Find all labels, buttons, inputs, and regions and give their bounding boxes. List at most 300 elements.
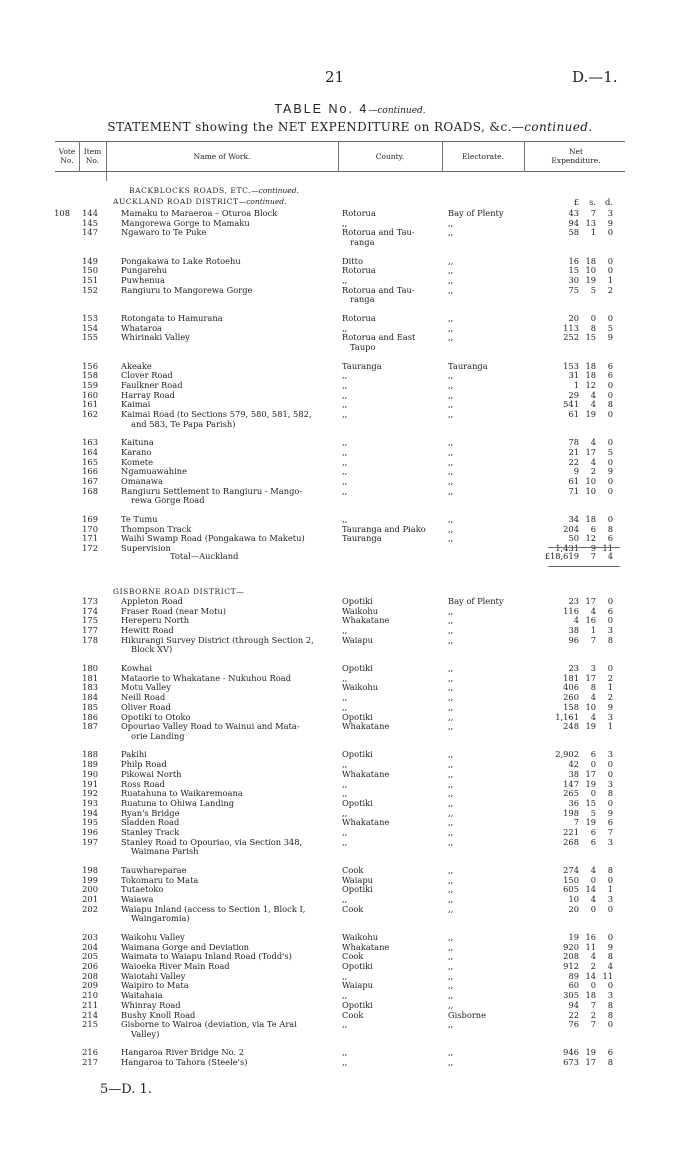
shillings-value: 7 bbox=[590, 1019, 596, 1030]
pence-value: 0 bbox=[607, 409, 613, 419]
shillings-value: 0 bbox=[590, 874, 596, 885]
pounds-value: 1,161 bbox=[555, 711, 579, 722]
pence-value: 0 bbox=[607, 379, 613, 390]
electorate-name: ,, bbox=[448, 768, 454, 779]
item-number: 155 bbox=[82, 332, 98, 343]
shillings-value: 4 bbox=[590, 711, 596, 722]
county-name: ,, bbox=[342, 275, 348, 285]
work-name: Akeake bbox=[121, 360, 152, 371]
pence-value: 6 bbox=[607, 817, 613, 828]
item-number: 217 bbox=[82, 1057, 98, 1068]
shillings-value: 6 bbox=[590, 523, 596, 534]
county-name: ,, bbox=[342, 446, 348, 457]
shillings-value: 16 bbox=[585, 615, 596, 626]
shillings-value: 19 bbox=[585, 817, 596, 828]
pounds-value: 946 bbox=[563, 1047, 579, 1058]
pounds-value: 34 bbox=[568, 513, 579, 524]
work-name: Rangiuru Settlement to Rangiuru - Mango- bbox=[121, 485, 303, 496]
pounds-value: 42 bbox=[568, 759, 579, 770]
total-pounds: £18,619 bbox=[544, 551, 579, 561]
shillings-value: 15 bbox=[585, 332, 596, 343]
county-name: ,, bbox=[342, 379, 348, 390]
work-name: Hewitt Road bbox=[121, 625, 174, 636]
pence-value: 3 bbox=[607, 625, 613, 636]
pounds-value: 198 bbox=[563, 807, 579, 818]
electorate-name: ,, bbox=[448, 778, 454, 789]
county-name: Cook bbox=[342, 951, 364, 962]
work-name: Pikowai North bbox=[121, 768, 182, 779]
pence-value: 0 bbox=[607, 476, 613, 486]
county-name: ,, bbox=[342, 625, 348, 636]
work-name: Mamaku to Maraeroa – Oturoa Block bbox=[121, 208, 278, 218]
item-number: 168 bbox=[82, 485, 98, 496]
work-name: Opotiki to Otoko bbox=[121, 711, 191, 722]
electorate-name: ,, bbox=[448, 625, 454, 636]
electorate-name: ,, bbox=[448, 827, 454, 837]
county-name: ,, bbox=[342, 807, 348, 818]
work-name: Omanawa bbox=[121, 476, 163, 486]
work-name: Whataroa bbox=[121, 322, 163, 333]
item-number: 205 bbox=[82, 951, 98, 962]
county-name: Waiapu bbox=[342, 634, 374, 645]
item-number: 202 bbox=[82, 903, 98, 914]
electorate-name: ,, bbox=[448, 379, 454, 390]
pounds-value: 10 bbox=[568, 894, 579, 904]
item-number: 162 bbox=[82, 409, 98, 419]
pence-value: 0 bbox=[607, 931, 613, 942]
pounds-value: 113 bbox=[563, 322, 579, 333]
item-number: 170 bbox=[82, 523, 98, 534]
section-heading-gisborne: GISBORNE ROAD DISTRICT— bbox=[113, 587, 245, 596]
electorate-name: ,, bbox=[448, 1057, 454, 1068]
work-name: Thompson Track bbox=[121, 523, 192, 534]
pounds-value: 21 bbox=[568, 446, 579, 457]
work-name: Opouriao Valley Road to Wainui and Mata- bbox=[121, 721, 300, 732]
shillings-value: 1 bbox=[590, 625, 596, 636]
shillings-value: 0 bbox=[590, 759, 596, 770]
pounds-value: 96 bbox=[568, 634, 579, 645]
pence-value: 8 bbox=[607, 999, 613, 1010]
county-name: Rotorua bbox=[342, 208, 376, 218]
pounds-value: 61 bbox=[568, 409, 579, 419]
shillings-value: 19 bbox=[585, 1047, 596, 1058]
electorate-name: ,, bbox=[448, 759, 454, 770]
item-number: 178 bbox=[82, 634, 98, 645]
pounds-value: 23 bbox=[568, 663, 579, 673]
work-name: Pakihi bbox=[121, 749, 147, 760]
pence-value: 0 bbox=[607, 485, 613, 496]
item-number: 153 bbox=[82, 312, 98, 323]
item-number: 160 bbox=[82, 389, 98, 400]
shillings-value: 0 bbox=[590, 980, 596, 991]
work-name-continued: orie Landing bbox=[131, 730, 185, 741]
electorate-name: ,, bbox=[448, 1019, 454, 1030]
item-number: 166 bbox=[82, 466, 98, 477]
county-name: Opotiki bbox=[342, 999, 373, 1010]
pounds-value: 153 bbox=[563, 360, 579, 371]
work-name: Pungarehu bbox=[121, 265, 168, 276]
work-name: Waioeka River Main Road bbox=[121, 961, 230, 971]
work-name: Rangiuru to Mangorewa Gorge bbox=[121, 284, 253, 295]
pence-value: 1 bbox=[607, 275, 613, 285]
shillings-value: 17 bbox=[585, 1057, 596, 1068]
item-number: 184 bbox=[82, 692, 98, 703]
pounds-value: 912 bbox=[563, 961, 579, 971]
item-number: 185 bbox=[82, 701, 98, 712]
electorate-name: Tauranga bbox=[448, 360, 488, 371]
electorate-name: ,, bbox=[448, 874, 454, 885]
work-name: Puwhenua bbox=[121, 275, 165, 285]
electorate-name: ,, bbox=[448, 884, 454, 895]
county-name: Rotorua bbox=[342, 265, 376, 276]
item-number: 163 bbox=[82, 437, 98, 448]
shillings-value: 0 bbox=[590, 788, 596, 799]
section-heading-backblocks: BACKBLOCKS ROADS, ETC.—continued. bbox=[129, 186, 299, 195]
county-name: Cook bbox=[342, 864, 364, 875]
work-name-continued: Waimana Parish bbox=[131, 846, 199, 857]
work-name: Stanley Road to Opouriao, via Section 348, bbox=[121, 836, 303, 847]
pounds-value: 50 bbox=[568, 533, 579, 544]
electorate-name: ,, bbox=[448, 312, 454, 323]
electorate-name: ,, bbox=[448, 663, 454, 673]
pence-value: 0 bbox=[607, 615, 613, 626]
county-name: Rotorua and Tau- bbox=[342, 284, 415, 295]
county-name: Whakatane bbox=[342, 721, 390, 732]
pounds-value: 274 bbox=[563, 864, 579, 875]
col-header-expenditure: Net Expenditure. bbox=[551, 147, 601, 165]
county-name: Opotiki bbox=[342, 749, 373, 760]
pounds-value: 20 bbox=[568, 903, 579, 914]
work-name: Hikurangi Survey District (through Section 2, bbox=[121, 634, 314, 645]
pounds-value: 1 bbox=[573, 379, 579, 390]
pounds-symbol: £ bbox=[573, 197, 579, 207]
col-header-item: Item No. bbox=[83, 147, 102, 165]
work-name: Hangaroa to Tahora (Steele's) bbox=[121, 1057, 248, 1068]
electorate-name: ,, bbox=[448, 864, 454, 875]
county-name: Opotiki bbox=[342, 961, 373, 971]
pence-value: 9 bbox=[607, 701, 613, 712]
electorate-name: ,, bbox=[448, 605, 454, 616]
shillings-value: 18 bbox=[585, 990, 596, 1001]
item-number: 149 bbox=[82, 255, 98, 266]
county-name: Cook bbox=[342, 1009, 364, 1020]
electorate-name: ,, bbox=[448, 701, 454, 712]
electorate-name: ,, bbox=[448, 903, 454, 914]
shillings-value: 11 bbox=[585, 941, 596, 952]
electorate-name: ,, bbox=[448, 265, 454, 276]
pence-value: 8 bbox=[607, 864, 613, 875]
pounds-value: 61 bbox=[568, 476, 579, 486]
county-name: ,, bbox=[342, 672, 348, 683]
shillings-value: 19 bbox=[585, 778, 596, 789]
pence-value: 6 bbox=[607, 360, 613, 371]
shillings-value: 12 bbox=[585, 533, 596, 544]
pence-value: 0 bbox=[607, 312, 613, 323]
item-number: 191 bbox=[82, 778, 98, 789]
work-name: Mataorie to Whakatane - Nukuhou Road bbox=[121, 672, 292, 683]
shillings-value: 12 bbox=[585, 379, 596, 390]
total-rule-top bbox=[548, 547, 620, 548]
shillings-value: 10 bbox=[585, 265, 596, 276]
item-number: 195 bbox=[82, 817, 98, 828]
pounds-value: 94 bbox=[568, 999, 579, 1010]
work-name: Clover Road bbox=[121, 370, 173, 381]
table-row bbox=[0, 836, 700, 857]
pounds-value: 30 bbox=[568, 275, 579, 285]
statement-text: STATEMENT showing the NET EXPENDITURE on ROADS, &c. bbox=[107, 120, 512, 134]
work-name: Waiapu Inland (access to Section 1, Block I, bbox=[121, 903, 306, 914]
work-name: Ngawaro to Te Puke bbox=[121, 227, 207, 238]
county-name: ,, bbox=[342, 990, 348, 1001]
pounds-value: 158 bbox=[563, 701, 579, 712]
shillings-value: 4 bbox=[590, 864, 596, 875]
shillings-value: 19 bbox=[585, 275, 596, 285]
pounds-value: 541 bbox=[563, 399, 579, 410]
item-number: 203 bbox=[82, 931, 98, 942]
work-name: Kowhai bbox=[121, 663, 153, 673]
work-name: Stanley Track bbox=[121, 827, 180, 837]
item-number: 174 bbox=[82, 605, 98, 616]
col-header-vote: Vote No. bbox=[58, 147, 76, 165]
item-number: 147 bbox=[82, 227, 98, 238]
work-name: Tokomaru to Mata bbox=[121, 874, 199, 885]
county-name: Waikohu bbox=[342, 605, 379, 616]
item-number: 188 bbox=[82, 749, 98, 760]
pounds-value: 75 bbox=[568, 284, 579, 295]
work-name: Kaimai bbox=[121, 399, 151, 410]
work-name: Waimana Gorge and Deviation bbox=[121, 941, 250, 952]
work-name: Appleton Road bbox=[121, 596, 183, 606]
electorate-name: ,, bbox=[448, 389, 454, 400]
shillings-value: 18 bbox=[585, 255, 596, 266]
pence-value: 6 bbox=[607, 1047, 613, 1058]
pounds-value: 208 bbox=[563, 951, 579, 962]
county-name: ,, bbox=[342, 217, 348, 228]
item-number: 156 bbox=[82, 360, 98, 371]
work-name: Waipiro to Mata bbox=[121, 980, 189, 991]
shillings-value: 2 bbox=[590, 466, 596, 477]
electorate-name: ,, bbox=[448, 217, 454, 228]
shillings-value: 4 bbox=[590, 399, 596, 410]
work-name: Whirinaki Valley bbox=[121, 332, 190, 343]
county-name: ,, bbox=[342, 399, 348, 410]
pence-value: 9 bbox=[607, 332, 613, 343]
item-number: 183 bbox=[82, 682, 98, 693]
county-name: ,, bbox=[342, 322, 348, 333]
pence-value: 3 bbox=[607, 778, 613, 789]
table-number: TABLE No. 4 bbox=[274, 102, 369, 116]
shillings-value: 17 bbox=[585, 446, 596, 457]
work-name: Gisborne to Wairoa (deviation, via Te Arai bbox=[121, 1019, 297, 1030]
item-number: 159 bbox=[82, 379, 98, 390]
electorate-name: ,, bbox=[448, 409, 454, 419]
section-heading-auckland: AUCKLAND ROAD DISTRICT—continued. bbox=[113, 197, 287, 206]
header-bottom-rule bbox=[55, 171, 625, 172]
county-name-continued: ranga bbox=[350, 236, 375, 247]
item-number: 204 bbox=[82, 941, 98, 952]
shillings-value: 4 bbox=[590, 437, 596, 448]
shillings-value: 6 bbox=[590, 749, 596, 760]
statement-title bbox=[0, 120, 700, 134]
work-name: Hereperu North bbox=[121, 615, 190, 626]
work-name: Waikohu Valley bbox=[121, 931, 185, 942]
shillings-value: 4 bbox=[590, 605, 596, 616]
item-number: 193 bbox=[82, 797, 98, 808]
shillings-value: 19 bbox=[585, 409, 596, 419]
pence-value: 0 bbox=[607, 1019, 613, 1030]
total-row-auckland bbox=[0, 552, 700, 563]
pence-value: 0 bbox=[607, 768, 613, 779]
county-name: ,, bbox=[342, 778, 348, 789]
county-name: Whakatane bbox=[342, 817, 390, 828]
pounds-value: 89 bbox=[568, 970, 579, 981]
county-name: ,, bbox=[342, 370, 348, 381]
shillings-value: 10 bbox=[585, 701, 596, 712]
county-name: Opotiki bbox=[342, 711, 373, 722]
table-row bbox=[0, 284, 700, 305]
pounds-value: 23 bbox=[568, 596, 579, 606]
item-number: 154 bbox=[82, 322, 98, 333]
shillings-value: 17 bbox=[585, 672, 596, 683]
county-name: Tauranga and Piako bbox=[342, 523, 426, 534]
shillings-value: 4 bbox=[590, 389, 596, 400]
electorate-name: ,, bbox=[448, 999, 454, 1010]
pence-value: 9 bbox=[607, 466, 613, 477]
pounds-value: 260 bbox=[563, 692, 579, 703]
pounds-value: 22 bbox=[568, 1009, 579, 1020]
work-name: Karano bbox=[121, 446, 152, 457]
work-name: Hangaroa River Bridge No. 2 bbox=[121, 1047, 244, 1058]
shillings-value: 8 bbox=[590, 322, 596, 333]
item-number: 216 bbox=[82, 1047, 98, 1058]
pence-value: 3 bbox=[607, 749, 613, 760]
table-title bbox=[0, 101, 700, 116]
county-name: Waikohu bbox=[342, 931, 379, 942]
county-name: Opotiki bbox=[342, 596, 373, 606]
county-name: Whakatane bbox=[342, 768, 390, 779]
item-number: 161 bbox=[82, 399, 98, 410]
county-name: ,, bbox=[342, 389, 348, 400]
pounds-value: 406 bbox=[563, 682, 579, 693]
electorate-column-divider bbox=[524, 141, 525, 172]
county-name: ,, bbox=[342, 970, 348, 981]
pounds-value: 1,431 bbox=[555, 543, 579, 553]
pence-value: 6 bbox=[607, 370, 613, 381]
shillings-value: 15 bbox=[585, 797, 596, 808]
pence-value: 8 bbox=[607, 1009, 613, 1020]
pence-value: 8 bbox=[607, 634, 613, 645]
item-number: 152 bbox=[82, 284, 98, 295]
work-name: Ngamuawahine bbox=[121, 466, 187, 477]
page-number: 21 bbox=[325, 68, 345, 86]
shillings-value: 6 bbox=[590, 827, 596, 837]
shillings-value: 18 bbox=[585, 513, 596, 524]
item-number: 192 bbox=[82, 788, 98, 799]
shillings-value: 7 bbox=[590, 634, 596, 645]
electorate-name: ,, bbox=[448, 1047, 454, 1058]
work-name: Fraser Road (near Motu) bbox=[121, 605, 227, 616]
shillings-value: 0 bbox=[590, 312, 596, 323]
shillings-value: 10 bbox=[585, 485, 596, 496]
item-number: 206 bbox=[82, 961, 98, 971]
total-label: Total—Auckland bbox=[170, 551, 239, 561]
work-name: Harray Road bbox=[121, 389, 175, 400]
pence-value: 9 bbox=[607, 807, 613, 818]
electorate-name: ,, bbox=[448, 466, 454, 477]
item-number: 199 bbox=[82, 874, 98, 885]
county-name: ,, bbox=[342, 409, 348, 419]
county-name: Opotiki bbox=[342, 884, 373, 895]
col-header-county: County. bbox=[375, 152, 405, 161]
county-name: Ditto bbox=[342, 255, 363, 266]
shillings-value: 4 bbox=[590, 456, 596, 467]
electorate-name: ,, bbox=[448, 485, 454, 496]
county-name: Rotorua and Tau- bbox=[342, 227, 415, 238]
pence-value: 1 bbox=[607, 721, 613, 732]
item-number: 201 bbox=[82, 894, 98, 904]
pence-value: 3 bbox=[607, 208, 613, 218]
shillings-value: 6 bbox=[590, 836, 596, 847]
item-number: 211 bbox=[82, 999, 98, 1010]
item-number: 151 bbox=[82, 275, 98, 285]
electorate-name: ,, bbox=[448, 788, 454, 799]
work-name: Motu Valley bbox=[121, 682, 171, 693]
pence-value: 8 bbox=[607, 399, 613, 410]
pence-value: 2 bbox=[607, 284, 613, 295]
pounds-value: 60 bbox=[568, 980, 579, 991]
work-name: Sladden Road bbox=[121, 817, 180, 828]
item-number: 164 bbox=[82, 446, 98, 457]
pounds-value: 19 bbox=[568, 931, 579, 942]
item-number: 167 bbox=[82, 476, 98, 486]
item-number: 198 bbox=[82, 864, 98, 875]
pounds-value: 31 bbox=[568, 370, 579, 381]
item-number: 215 bbox=[82, 1019, 98, 1030]
work-name: Ryan's Bridge bbox=[121, 807, 180, 818]
pounds-value: 116 bbox=[563, 605, 579, 616]
county-name: ,, bbox=[342, 836, 348, 847]
work-name: Waiotahi Valley bbox=[121, 970, 186, 981]
work-name: Supervision bbox=[121, 543, 171, 553]
statement-continued: —continued. bbox=[511, 120, 593, 134]
pence-value: 0 bbox=[607, 663, 613, 673]
electorate-name: ,, bbox=[448, 533, 454, 544]
shillings-value: 5 bbox=[590, 807, 596, 818]
shillings-value: 17 bbox=[585, 596, 596, 606]
county-name: Waiapu bbox=[342, 874, 374, 885]
item-number: 194 bbox=[82, 807, 98, 818]
pence-value: 8 bbox=[607, 523, 613, 534]
pence-value: 1 bbox=[607, 884, 613, 895]
work-name-continued: Block XV) bbox=[131, 644, 173, 655]
shillings-value: 4 bbox=[590, 951, 596, 962]
pence-value: 11 bbox=[602, 543, 613, 553]
pounds-value: 268 bbox=[563, 836, 579, 847]
county-name: Cook bbox=[342, 903, 364, 914]
shillings-value: 7 bbox=[590, 999, 596, 1010]
pounds-value: 29 bbox=[568, 389, 579, 400]
electorate-name: ,, bbox=[448, 437, 454, 448]
county-name: ,, bbox=[342, 692, 348, 703]
pence-value: 0 bbox=[607, 759, 613, 770]
item-number: 200 bbox=[82, 884, 98, 895]
pence-value: 1 bbox=[607, 682, 613, 693]
pence-value: 8 bbox=[607, 788, 613, 799]
county-name-continued: ranga bbox=[350, 294, 375, 305]
electorate-name: ,, bbox=[448, 227, 454, 238]
pence-value: 6 bbox=[607, 605, 613, 616]
electorate-name: ,, bbox=[448, 284, 454, 295]
